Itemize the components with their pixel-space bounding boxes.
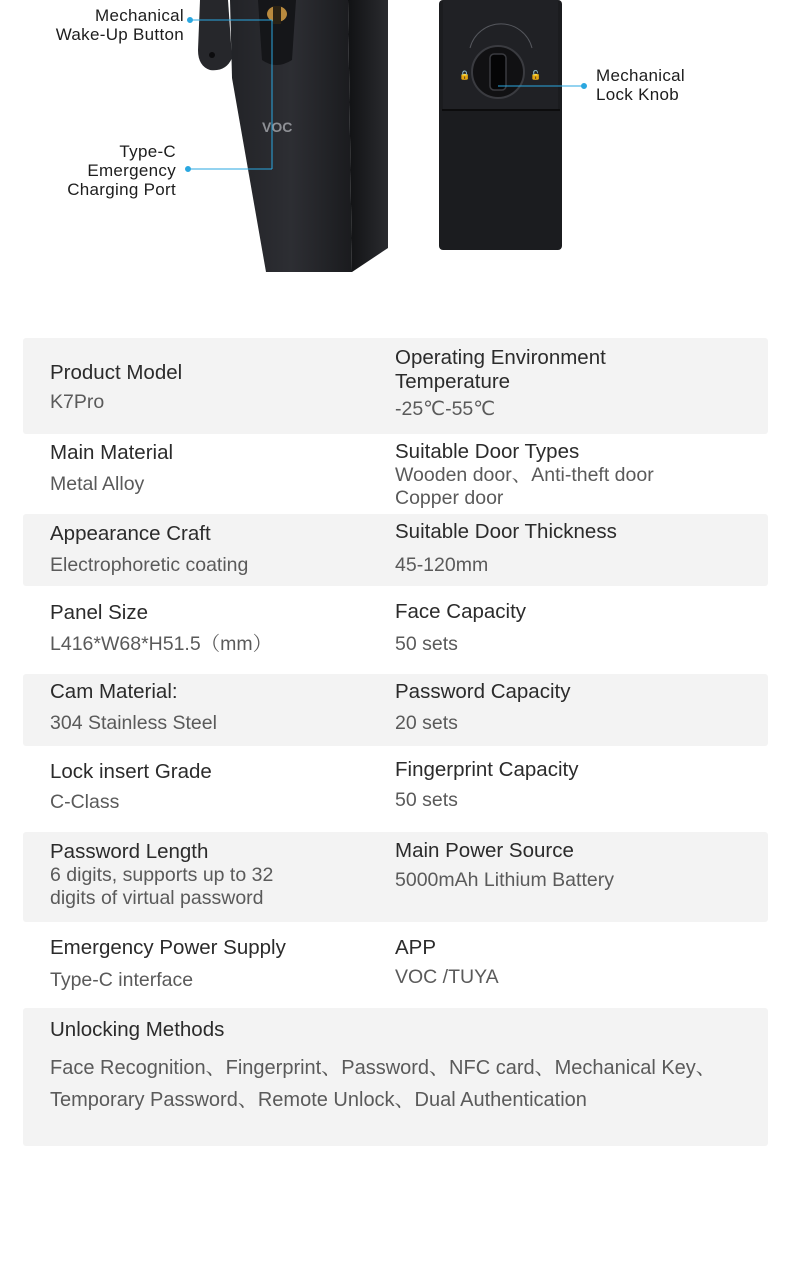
spec-key: Fingerprint Capacity <box>395 758 579 781</box>
callout-wakeup-button: Mechanical Wake-Up Button <box>55 6 184 44</box>
callout-typec-port: Type-C Emergency Charging Port <box>67 142 176 199</box>
spec-row <box>23 514 768 586</box>
spec-key: APP <box>395 936 437 959</box>
spec-value: K7Pro <box>50 391 105 413</box>
spec-key: Suitable Door Thickness <box>395 520 617 543</box>
spec-value: 45-120mm <box>395 554 489 576</box>
spec-key: Lock insert Grade <box>50 760 212 783</box>
spec-value: -25℃-55℃ <box>395 398 496 420</box>
spec-key: Operating Environment Temperature <box>395 346 606 393</box>
spec-value: 304 Stainless Steel <box>50 712 217 734</box>
spec-key: Password Capacity <box>395 680 571 703</box>
svg-text:🔓: 🔓 <box>530 71 542 81</box>
spec-key: Unlocking Methods <box>50 1018 225 1041</box>
spec-value: Metal Alloy <box>50 473 145 495</box>
spec-value: 6 digits, supports up to 32 digits of virtual password <box>50 864 274 909</box>
spec-key: Panel Size <box>50 601 149 624</box>
back-panel <box>439 0 562 250</box>
spec-value: L416*W68*H51.5（mm） <box>50 633 273 655</box>
spec-key: Emergency Power Supply <box>50 936 286 959</box>
spec-key: Suitable Door Types <box>395 440 580 463</box>
spec-row <box>23 338 768 434</box>
front-panel <box>198 0 388 272</box>
spec-value: Type-C interface <box>50 969 194 991</box>
spec-value: C-Class <box>50 791 120 813</box>
spec-value: 50 sets <box>395 633 458 655</box>
spec-row <box>23 922 768 1008</box>
spec-row-unlocking-methods <box>23 1008 768 1146</box>
spec-value: Wooden door、Anti-theft door Copper door <box>395 464 654 509</box>
spec-row <box>23 674 768 746</box>
spec-key: Password Length <box>50 840 209 863</box>
callout-lock-knob: Mechanical Lock Knob <box>596 66 685 104</box>
spec-row <box>23 746 768 832</box>
spec-value: 20 sets <box>395 712 458 734</box>
spec-value: VOC /TUYA <box>395 966 499 988</box>
spec-value: Face Recognition、Fingerprint、Password、NFC card、Mechanical Key、Temporary Password、Remote Unlock、Dual Authentication <box>50 1057 716 1111</box>
spec-row <box>23 434 768 514</box>
svg-text:🔒: 🔒 <box>459 71 471 81</box>
spec-key: Appearance Craft <box>50 522 211 545</box>
spec-row <box>23 832 768 922</box>
spec-key: Product Model <box>50 361 183 384</box>
spec-key: Main Power Source <box>395 839 574 862</box>
spec-key: Cam Material: <box>50 680 178 703</box>
spec-value: Electrophoretic coating <box>50 554 249 576</box>
product-hero <box>0 0 790 330</box>
spec-key: Main Material <box>50 441 174 464</box>
spec-value: 5000mAh Lithium Battery <box>395 869 614 891</box>
spec-value: 50 sets <box>395 789 458 811</box>
spec-row <box>23 586 768 674</box>
brand-logo: VOC <box>262 119 293 135</box>
spec-key: Face Capacity <box>395 600 527 623</box>
